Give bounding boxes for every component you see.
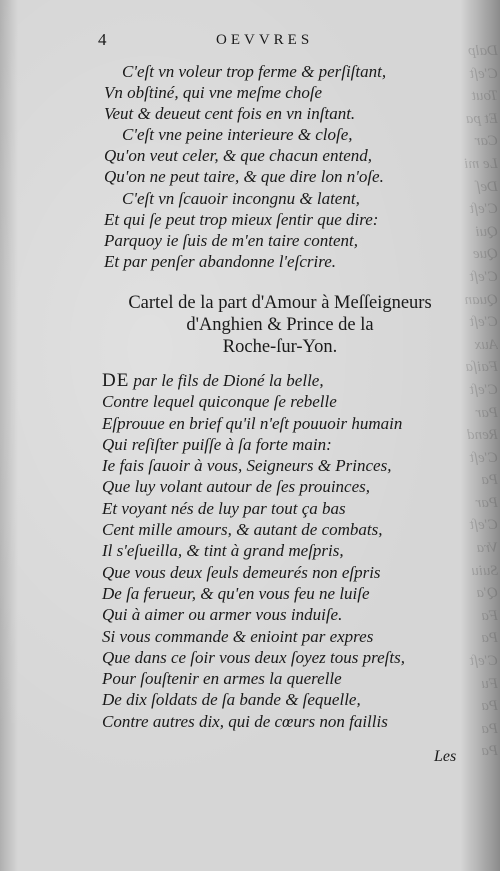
section-title-line: Cartel de la part d'Amour à Meſſeigneurs	[128, 293, 432, 313]
verse-line: Veut & deueut cent fois en vn inſtant.	[104, 104, 356, 124]
verse-line: Cent mille amours, & autant de combats,	[102, 520, 383, 540]
verse-line: Il s'eſueilla, & tint à grand meſpris,	[102, 541, 344, 561]
verse-line: Contre autres dix, qui de cœurs non faillis	[102, 711, 388, 731]
verse-line: Qu'on ne peut taire, & que dire lon n'oſe.	[104, 167, 384, 187]
section-title-line: d'Anghien & Prince de la	[186, 315, 374, 335]
bleed-through-text: Dalp C'eſt Tout Et pa Car Le mi Deſ C'eſt Qui Que C'eſt Quan C'eſt Aux Faiſa C'eſt Par Rend C'eſt Pa Par C'eſt Vra Suiu Q'a Fa Pa C'eſt Fu Pa Pa Pa	[464, 43, 498, 760]
running-title: OEVVRES	[216, 32, 314, 48]
catchword: Les	[434, 748, 457, 765]
drop-cap: DE	[102, 370, 130, 391]
verse-line: Ie fais ſauoir à vous, Seigneurs & Princes,	[102, 456, 392, 476]
running-header	[98, 30, 428, 52]
section-title	[110, 292, 450, 358]
verse-line-rest: par le fils de Dioné la belle,	[133, 371, 324, 390]
verse-line: Eſprouue en brief qu'il n'eſt pouuoir humain	[102, 413, 403, 433]
poem-one	[104, 61, 386, 272]
verse-line: Si vous commande & enioint par expres	[102, 626, 374, 646]
verse-line: De ſa ferueur, & qu'en vous feu ne luiſe	[102, 583, 370, 603]
verse-line: C'eſt vn ſcauoir incongnu & latent,	[122, 188, 360, 208]
verse-line: De dix ſoldats de ſa bande & ſequelle,	[102, 690, 361, 710]
poem-two	[102, 370, 405, 732]
page-number: 4	[98, 30, 107, 49]
verse-line: Qui reſiſter puiſſe à ſa forte main:	[102, 434, 332, 454]
verse-line: Parquoy ie ſuis de m'en taire content,	[104, 230, 359, 250]
verse-line: C'eſt vne peine interieure & cloſe,	[122, 125, 353, 145]
verse-line: Qu'on veut celer, & que chacun entend,	[104, 146, 372, 166]
verse-line: Vn obſtiné, qui vne meſme choſe	[104, 83, 323, 103]
verse-line: Que dans ce ſoir vous deux ſoyez tous preſts,	[102, 647, 405, 667]
section-title-line: Roche-ſur-Yon.	[222, 337, 338, 357]
verse-line: Pour ſouſtenir en armes la querelle	[102, 669, 342, 689]
verse-line: Que vous deux ſeuls demeurés non eſpris	[102, 562, 381, 582]
verse-line: Et voyant nés de luy par tout ça bas	[102, 498, 346, 518]
verse-line: C'eſt vn voleur trop ferme & perſiſtant,	[122, 62, 387, 81]
verse-line: Qui à aimer ou armer vous induiſe.	[102, 605, 343, 625]
verse-line-first	[102, 370, 405, 391]
verse-line: Que luy volant autour de ſes prouinces,	[102, 477, 371, 497]
verse-line: Et par penſer abandonne l'eſcrire.	[104, 251, 336, 271]
verse-line: Contre lequel quiconque ſe rebelle	[102, 392, 337, 412]
verse-line: Et qui ſe peut trop mieux ſentir que dire:	[104, 209, 379, 229]
